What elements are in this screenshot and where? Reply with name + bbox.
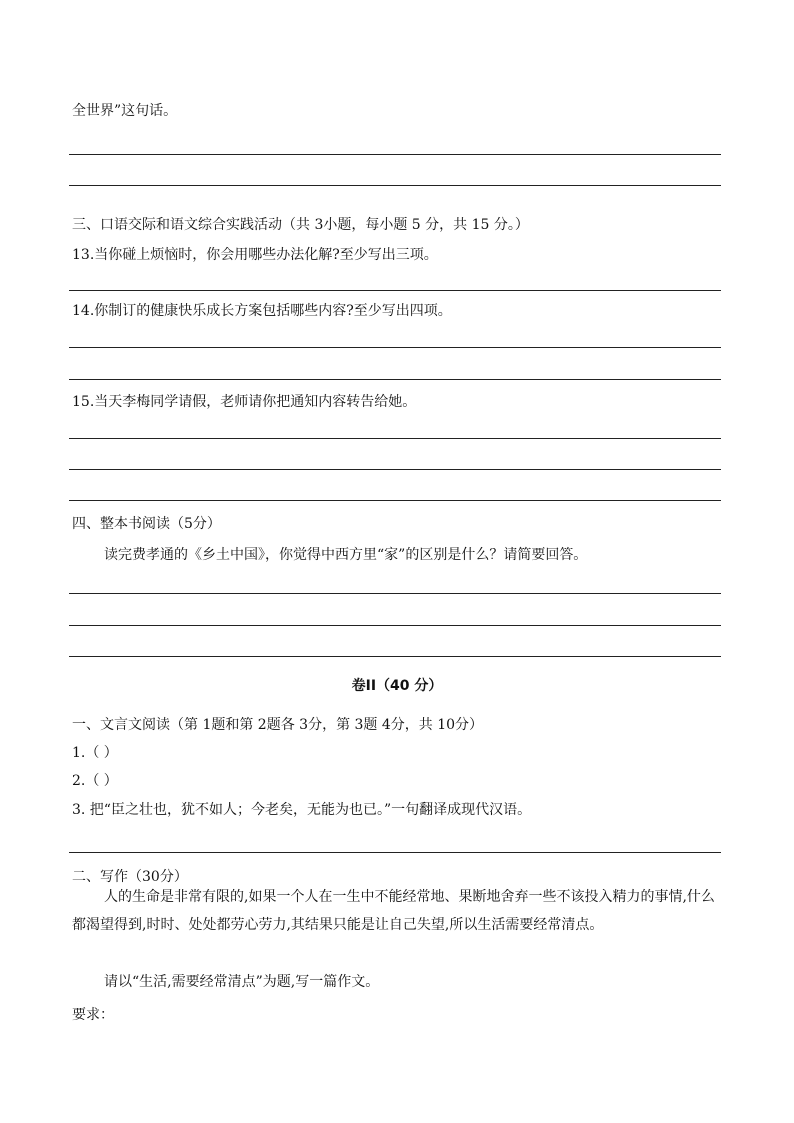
section-4-question: 读完费孝通的《乡土中国》，你觉得中西方里“家”的区别是什么？请简要回答。	[104, 547, 588, 563]
answer-line	[69, 500, 721, 501]
classical-answer-2: 2.（ ）	[72, 773, 118, 789]
section-4-heading: 四、整本书阅读（5分）	[72, 516, 221, 532]
classical-heading: 一、文言文阅读（第 1题和第 2题各 3分，第 3题 4分，共 10分）	[72, 717, 484, 733]
writing-instruction: 请以“生活,需要经常清点”为题,写一篇作文。	[104, 974, 380, 990]
answer-line	[69, 593, 721, 594]
continuation-text: 全世界”这句话。	[72, 103, 178, 119]
answer-line	[69, 347, 721, 348]
writing-prompt-paragraph: 人的生命是非常有限的,如果一个人在一生中不能经常地、果断地舍弃一些不该投入精力的事情,什么都渴望得到,时时、处处都劳心劳力,其结果只能是让自己失望,所以生活需要经常清点。	[72, 889, 715, 933]
classical-answer-1: 1.（ ）	[72, 745, 118, 761]
part-2-title: 卷II（40 分）	[351, 678, 443, 694]
question-13: 13.当你碰上烦恼时，你会用哪些办法化解?至少写出三项。	[72, 247, 438, 263]
answer-line	[69, 379, 721, 380]
answer-line	[69, 290, 721, 291]
answer-line	[69, 154, 721, 155]
answer-line	[69, 656, 721, 657]
answer-line	[69, 625, 721, 626]
section-3-heading: 三、口语交际和语文综合实践活动（共 3小题，每小题 5 分，共 15 分。）	[72, 217, 529, 233]
writing-heading: 二、写作（30分）	[72, 869, 188, 885]
question-15: 15.当天李梅同学请假，老师请你把通知内容转告给她。	[72, 394, 417, 410]
answer-line	[69, 469, 721, 470]
writing-requirements-label: 要求：	[72, 1007, 114, 1023]
answer-line	[69, 852, 721, 853]
classical-question-3: 3. 把“臣之壮也，犹不如人；今老矣，无能为也已。”一句翻译成现代汉语。	[72, 802, 532, 818]
question-14: 14.你制订的健康快乐成长方案包括哪些内容?至少写出四项。	[72, 303, 452, 319]
answer-line	[69, 185, 721, 186]
answer-line	[69, 438, 721, 439]
